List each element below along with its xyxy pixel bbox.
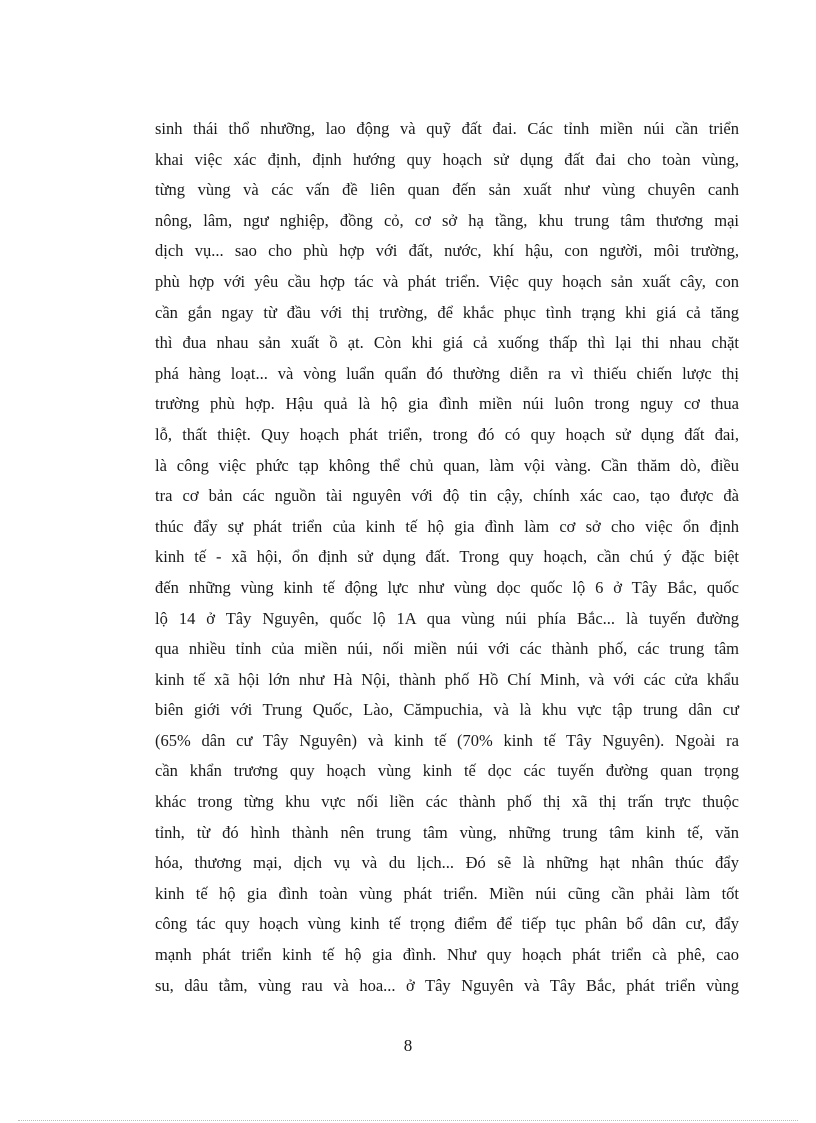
text-line: công tác quy hoạch vùng kinh tế trọng điểm để tiếp tục phân bổ dân cư, đẩy — [155, 914, 739, 934]
text-line: trường phù hợp. Hậu quả là hộ gia đình miền núi luôn trong nguy cơ thua — [155, 394, 739, 414]
text-line: phá hàng loạt... và vòng luẩn quẩn đó thường diễn ra vì thiếu chiến lược thị — [155, 363, 739, 383]
text-line: khai việc xác định, định hướng quy hoạch sử dụng đất đai cho toàn vùng, — [155, 149, 739, 169]
text-line: qua nhiều tỉnh của miền núi, nối miền núi với các thành phố, các trung tâm — [155, 639, 739, 659]
text-line: mạnh phát triển kinh tế hộ gia đình. Như quy hoạch phát triển cà phê, cao — [155, 945, 739, 965]
text-line: kinh tế hộ gia đình toàn vùng phát triển. Miền núi cũng cần phải làm tốt — [155, 883, 739, 903]
text-line: từng vùng và các vấn đề liên quan đến sản xuất như vùng chuyên canh — [155, 180, 739, 200]
text-line: hóa, thương mại, dịch vụ và du lịch... Đó sẽ là những hạt nhân thúc đẩy — [155, 853, 739, 873]
text-line: biên giới với Trung Quốc, Lào, Cămpuchia, và là khu vực tập trung dân cư — [155, 700, 739, 720]
text-line: tra cơ bản các nguồn tài nguyên với độ tin cậy, chính xác cao, tạo được đà — [155, 486, 739, 506]
text-line: su, dâu tằm, vùng rau và hoa... ở Tây Nguyên và Tây Bắc, phát triển vùng — [155, 975, 739, 995]
text-line: (65% dân cư Tây Nguyên) và kinh tế (70% kinh tế Tây Nguyên). Ngoài ra — [155, 730, 739, 750]
text-line: tỉnh, từ đó hình thành nên trung tâm vùng, những trung tâm kinh tế, văn — [155, 822, 739, 842]
text-line: sinh thái thổ nhưỡng, lao động và quỹ đất đai. Các tỉnh miền núi cần triển — [155, 119, 739, 138]
page-number: 8 — [403, 1036, 413, 1055]
text-line: là công việc phức tạp không thể chủ quan, làm vội vàng. Cần thăm dò, điều — [155, 455, 739, 475]
text-line: phù hợp với yêu cầu hợp tác và phát triển. Việc quy hoạch sản xuất cây, con — [155, 271, 739, 291]
text-line: kinh tế xã hội lớn như Hà Nội, thành phố Hồ Chí Minh, và với các cửa khẩu — [155, 669, 739, 689]
text-line: thì đua nhau sản xuất ồ ạt. Còn khi giá cả xuống thấp thì lại thi nhau chặt — [155, 333, 739, 353]
text-line: nông, lâm, ngư nghiệp, đồng cỏ, cơ sở hạ tầng, khu trung tâm thương mại — [155, 210, 739, 230]
text-line: cần khẩn trương quy hoạch vùng kinh tế dọc các tuyến đường quan trọng — [155, 761, 739, 781]
text-line: dịch vụ... sao cho phù hợp với đất, nước, khí hậu, con người, môi trường, — [155, 241, 739, 261]
page-bottom-divider — [18, 1120, 798, 1121]
text-line: lộ 14 ở Tây Nguyên, quốc lộ 1A qua vùng núi phía Bắc... là tuyến đường — [155, 608, 739, 628]
text-line: khác trong từng khu vực nối liền các thành phố thị xã thị trấn trực thuộc — [155, 792, 739, 812]
text-line: lỗ, thất thiệt. Quy hoạch phát triển, trong đó có quy hoạch sử dụng đất đai, — [155, 424, 739, 444]
text-line: thúc đẩy sự phát triển của kinh tế hộ gia đình làm cơ sở cho việc ổn định — [155, 516, 739, 536]
text-line: cần gắn ngay từ đầu với thị trường, để khắc phục tình trạng khi giá cả tăng — [155, 302, 739, 322]
body-paragraph — [155, 114, 739, 1001]
text-line: đến những vùng kinh tế động lực như vùng dọc quốc lộ 6 ở Tây Bắc, quốc — [155, 577, 739, 597]
text-line: kinh tế - xã hội, ổn định sử dụng đất. Trong quy hoạch, cần chú ý đặc biệt — [155, 547, 739, 567]
